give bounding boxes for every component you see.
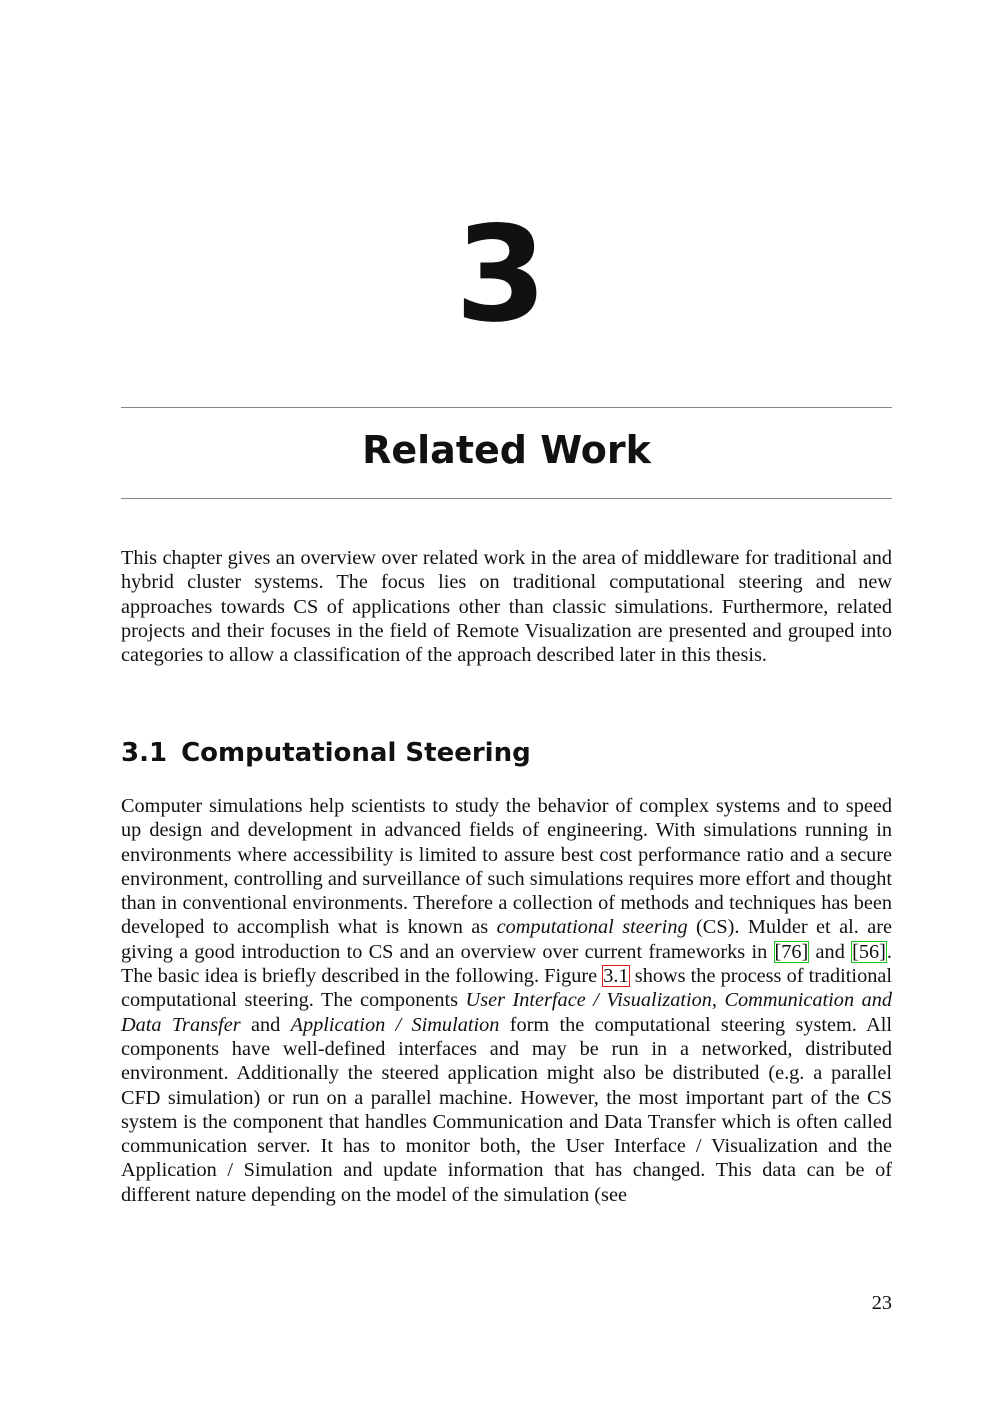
citation-link-76[interactable]: [76] (774, 940, 809, 963)
chapter-title: Related Work (362, 428, 651, 472)
figure-reference-link[interactable]: 3.1 (603, 965, 629, 988)
citation-link-56[interactable]: [56] (852, 940, 886, 963)
body-text: Computer simulations help scientists to study the behavior of complex systems and to speed up design and development in advanced fields of engineering. With simulations running in environments where accessibility is limited to assure best cost performance ratio and a secure environment, controlling and surveillance of such simulations requires more effort and thought than in conventional environments. Therefore a collection of methods and techniques has been developed to accomplish what is known as (121, 795, 892, 939)
body-paragraph (121, 794, 892, 1207)
body-text: . The basic idea is briefly described in the following. Figure (121, 940, 892, 988)
chapter-number: 3 (455, 198, 545, 352)
chapter-title-top-rule (121, 407, 892, 408)
intro-paragraph: This chapter gives an overview over related work in the area of middleware for traditional and hybrid cluster systems. The focus lies on traditional computational steering and new approaches towards CS of applications other than classic simulations. Furthermore, related projects and their focuses in the field of Remote Visualization are presented and grouped into categories to allow a classification of the approach described later in this thesis. (121, 547, 892, 667)
chapter-title-bottom-rule (121, 498, 892, 499)
section-number: 3.1 (121, 738, 168, 768)
page-number: 23 (871, 1292, 892, 1314)
section-title: Computational Steering (181, 738, 531, 768)
term-application: Application / Simulation (290, 1013, 500, 1036)
section-heading (121, 733, 531, 773)
body-text: form the computational steering system. All components have well-defined interfaces and may be run in a networked, distributed environment. Additionally the steered application might also be distributed (e.g. a parallel CFD simulation) or run on a parallel machine. However, the most important part of the CS system is the component that handles Communication and Data Transfer which is often called communication server. It has to monitor both, the User Interface / Visualization and the Application / Simulation and update information that has changed. This data can be of different nature depending on the model of the simulation (see (121, 1013, 892, 1206)
body-text: and (240, 1013, 291, 1036)
body-text: shows the process of traditional computational steering. The components (121, 965, 892, 1012)
body-text: and (809, 940, 852, 963)
term-communication: Communication and Data Transfer (121, 989, 893, 1036)
body-text: , (711, 989, 725, 1012)
term-user-interface: User Interface / Visualization (465, 989, 712, 1012)
term-computational-steering: computational steering (496, 916, 688, 939)
body-text: (CS). Mulder et al. are giving a good introduction to CS and an overview over current frameworks in (121, 916, 893, 963)
